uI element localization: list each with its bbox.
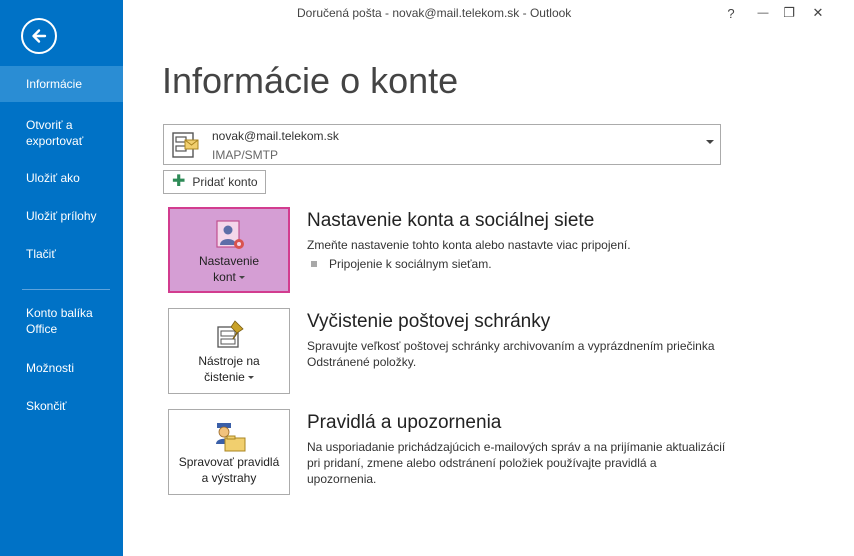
section-title-cleanup: Vyčistenie poštovej schránky (307, 311, 551, 332)
account-settings-label-line2: kont (213, 270, 236, 284)
rules-alerts-label-line1: Spravovať pravidlá (178, 455, 280, 469)
bullet-icon (311, 261, 317, 267)
section-desc-rules: Na usporiadanie prichádzajúcich e-mailových správ a na prijímanie aktualizácií pri pridaní, zmene alebo odstránení položiek používajte pravidlá a upozornenia. (307, 440, 726, 486)
close-icon: ✕ (812, 5, 824, 20)
rules-alerts-button[interactable] (168, 409, 290, 495)
sidebar-item-open-export[interactable] (0, 116, 123, 150)
cleanup-tools-label-line2: čistenie (204, 370, 245, 384)
sidebar-item-label: Informácie (26, 77, 83, 91)
minimize-button[interactable] (753, 4, 773, 22)
social-network-bullet (311, 257, 492, 271)
account-settings-label (170, 253, 288, 285)
mail-account-icon (172, 131, 200, 159)
sidebar-item-office-account[interactable] (0, 304, 123, 338)
cleanup-tools-label-line1: Nástroje na (198, 354, 260, 368)
sidebar-item-label: Tlačiť (26, 247, 56, 261)
sidebar-item-save-as[interactable] (0, 168, 123, 188)
plus-icon: ✚ (172, 173, 186, 190)
restore-button[interactable] (779, 4, 799, 22)
sidebar-item-label: Uložiť ako (26, 171, 80, 185)
sidebar-item-label: Konto balíka Office (26, 306, 93, 336)
sidebar-item-save-attachments[interactable] (0, 206, 123, 226)
add-account-label: Pridať konto (192, 175, 258, 189)
backstage-sidebar (0, 0, 123, 556)
cleanup-tools-label (169, 353, 289, 385)
section-title-account-settings: Nastavenie konta a sociálnej siete (307, 210, 595, 231)
sidebar-item-print[interactable] (0, 244, 123, 264)
account-email: novak@mail.telekom.sk (212, 129, 339, 143)
window-title: Doručená pošta - novak@mail.telekom.sk - Outlook (297, 6, 572, 20)
close-button[interactable] (808, 4, 828, 22)
title-bar (123, 0, 854, 26)
account-type: IMAP/SMTP (212, 148, 279, 162)
section-desc-cleanup: Spravujte veľkosť poštovej schránky archivovaním a vyprázdnením priečinka Odstránené položky. (307, 339, 715, 369)
account-settings-icon (214, 219, 248, 253)
back-button[interactable] (21, 18, 57, 54)
sidebar-item-label: Otvoriť a exportovať (26, 118, 84, 148)
rules-alerts-icon (213, 420, 247, 454)
sidebar-item-options[interactable] (0, 358, 123, 378)
back-arrow-icon (29, 26, 49, 46)
minimize-icon: — (757, 7, 769, 19)
caret-down-icon (248, 376, 254, 379)
add-account-button[interactable] (163, 170, 266, 194)
help-button[interactable] (721, 4, 741, 22)
account-settings-button[interactable] (168, 207, 290, 293)
sidebar-item-label: Možnosti (26, 361, 75, 375)
section-title-rules: Pravidlá a upozornenia (307, 412, 502, 433)
sidebar-item-label: Skončiť (26, 399, 67, 413)
sidebar-item-label: Uložiť prílohy (26, 209, 97, 223)
cleanup-tools-icon (213, 319, 247, 353)
rules-alerts-label-line2: a výstrahy (201, 471, 257, 485)
caret-down-icon (239, 276, 245, 279)
account-settings-label-line1: Nastavenie (198, 254, 260, 268)
cleanup-tools-button[interactable] (168, 308, 290, 394)
chevron-down-icon[interactable] (706, 140, 714, 144)
restore-icon: ❐ (783, 5, 795, 20)
account-selector[interactable] (163, 124, 721, 165)
section-desc-account-settings: Zmeňte nastavenie tohto konta alebo nastavte viac pripojení. (307, 238, 631, 252)
social-network-text: Pripojenie k sociálnym sieťam. (329, 257, 492, 271)
help-icon: ? (727, 5, 735, 21)
page-title: Informácie o konte (162, 60, 459, 101)
sidebar-item-exit[interactable] (0, 396, 123, 416)
rules-alerts-label (169, 454, 289, 486)
sidebar-divider (22, 289, 110, 290)
sidebar-item-info[interactable] (0, 66, 123, 102)
